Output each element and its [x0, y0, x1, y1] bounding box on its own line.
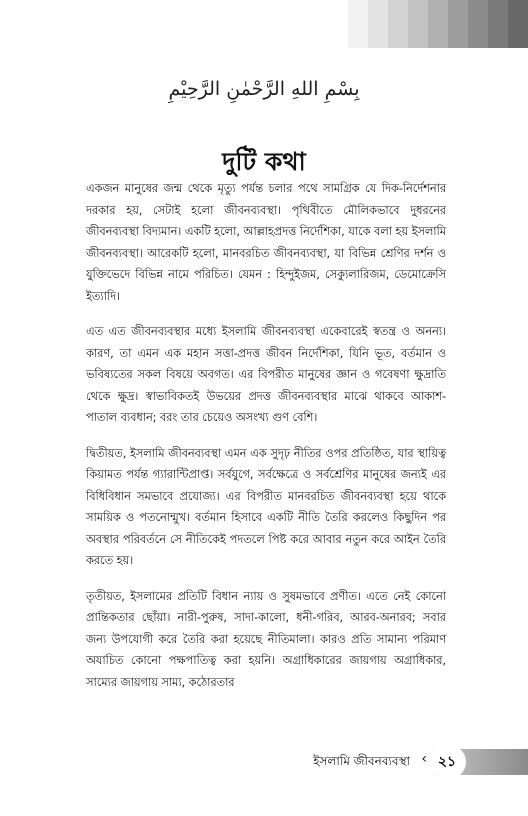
running-book-title: ইসলামি জীবনব্যবস্থা: [313, 754, 410, 768]
paragraph: তৃতীয়ত, ইসলামের প্রতিটি বিধান ন্যায় ও সুষমভাবে প্রণীত। এতে নেই কোনো প্রান্তিকতার ছোঁয়া। নারী-পুরুষ, সাদা-কালো, ধনী-গরিব, আরব-অনারব; সবার জন্য উপযোগী করে তৈরি করা হয়েছে নীতিমালা। কারও প্রতি সামান্য পরিমাণ অযাচিত কোনো পক্ষপাতিত্ব করা হয়নি। অগ্রাধিকারের জায়গায় অগ্রাধিকার, সাম্যের জায়গায় সাম্য, কঠোরতার: [86, 588, 446, 689]
body-text: [86, 178, 446, 707]
header-stripe: [388, 0, 408, 48]
page-footer: [0, 745, 528, 779]
chevron-left-icon: ‹: [421, 751, 427, 767]
paragraph: দ্বিতীয়ত, ইসলামি জীবনব্যবস্থা এমন এক সুদৃঢ় নীতির ওপর প্রতিষ্ঠিত, যার স্থায়িত্ব কিয়ামত পর্যন্ত গ্যারান্টিপ্রাপ্ত। সর্বযুগে, সর্বক্ষেত্রে ও সর্বশ্রেণির মানুষের জন্যই এর বিধিবিধান সমভাবে প্রযোজ্য। এর বিপরীত মানবরচিত জীবনব্যবস্থা হয়ে থাকে সাময়িক ও পতনোন্মুখ। বর্তমান হিসাবে একটি নীতি তৈরি করলেও কিছুদিন পর অবস্থার পরিবর্তনে সে নীতিকেই পদতলে পিষ্ট করে আবার নতুন করে আইন তৈরি করতে হয়।: [86, 445, 446, 567]
header-stripe: [488, 0, 508, 48]
header-stripe: [348, 0, 368, 48]
page-number: ২১: [428, 745, 466, 779]
header-stripe: [468, 0, 488, 48]
header-stripe: [428, 0, 448, 48]
bismillah-calligraphy: بِسْمِ اللهِ الرَّحْمٰنِ الرَّحِيْمِ: [168, 78, 360, 100]
chapter-title: দুটি কথা: [222, 147, 306, 176]
paragraph: এত এত জীবনব্যবস্থার মধ্যে ইসলামি জীবনব্যবস্থা একেবারেই স্বতন্ত্র ও অনন্য। কারণ, তা এমন এক মহান সত্তা-প্রদত্ত জীবন নির্দেশিকা, যিনি ভূত, বর্তমান ও ভবিষ্যতের সকল বিষয়ে অবগত। এর বিপরীত মানুষের জ্ঞান ও গবেষণা ক্ষুদ্রাতি থেকে ক্ষুদ্র। স্বাভাবিকতই উভয়ের প্রদত্ত জীবনব্যবস্থার মাঝে থাকবে আকাশ-পাতাল ব্যবধান; বরং তার চেয়েও অসংখ্য গুণ বেশি।: [86, 324, 446, 424]
header-stripe: [368, 0, 388, 48]
header-stripe: [408, 0, 428, 48]
header-stripe: [508, 0, 528, 48]
header-stripe: [448, 0, 468, 48]
header-decoration: [348, 0, 528, 48]
paragraph: একজন মানুষের জন্ম থেকে মৃত্যু পর্যন্ত চলার পথে সামগ্রিক যে দিক-নির্দেশনার দরকার হয়, সেটাই হলো জীবনব্যবস্থা। পৃথিবীতে মৌলিকভাবে দুধরনের জীবনব্যবস্থা বিদ্যমান। একটি হলো, আল্লাহপ্রদত্ত নির্দেশিকা, যাকে বলা হয় ইসলামি জীবনব্যবস্থা। আরেকটি হলো, মানবরচিত জীবনব্যবস্থা, যা বিভিন্ন শ্রেণির দর্শন ও যুক্তিভেদে বিভিন্ন নামে পরিচিত। যেমন : হিন্দুইজম, সেক্যুলারিজম, ডেমোক্রেসি ইত্যাদি।: [86, 181, 446, 303]
